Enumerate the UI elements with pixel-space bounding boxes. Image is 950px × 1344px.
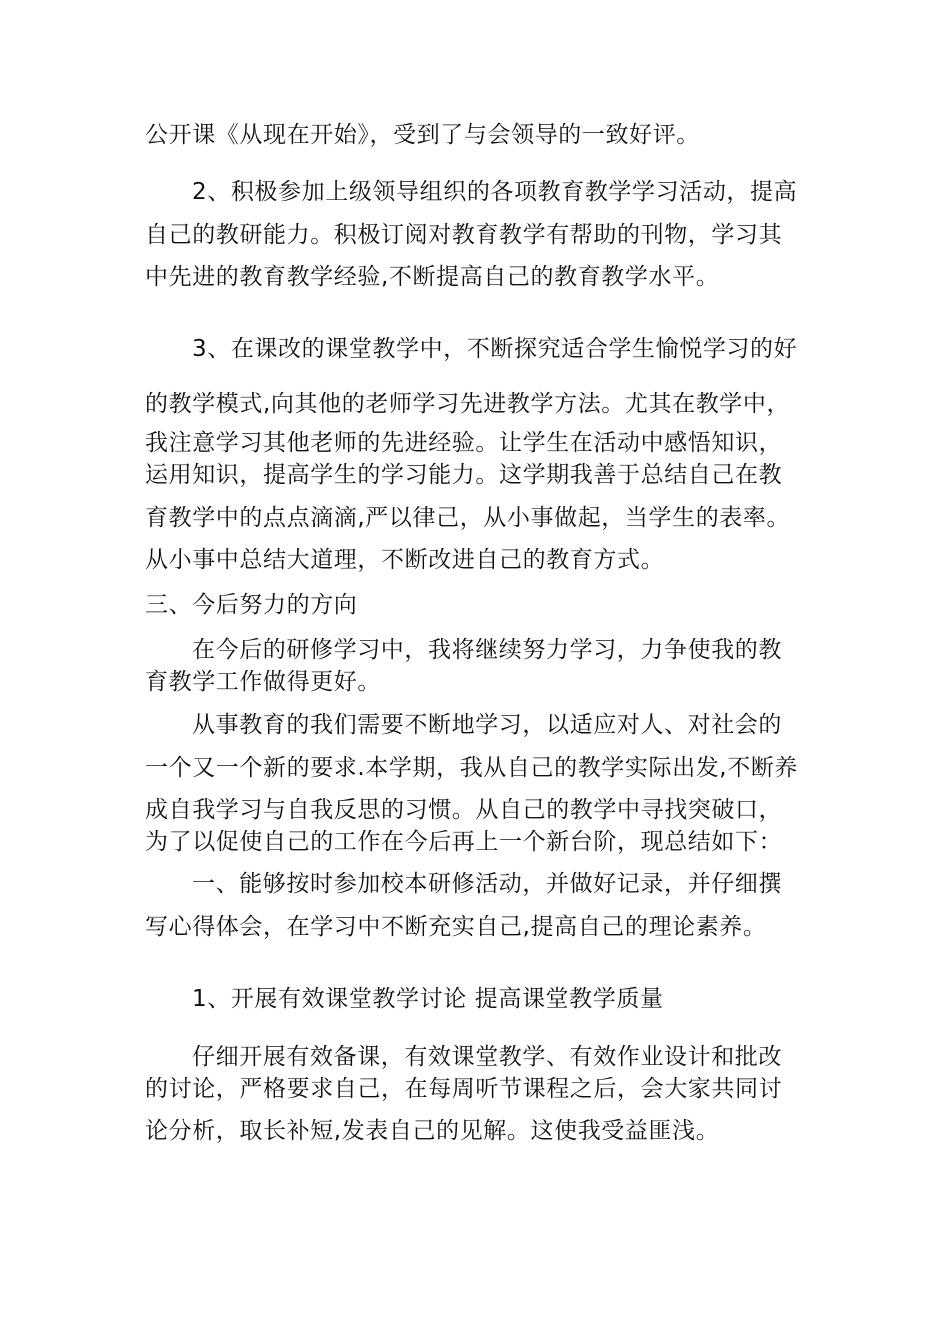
text-line: 论分析，取长补短,发表自己的见解。这使我受益匪浅。 <box>145 1118 720 1144</box>
text-line: 仔细开展有效备课，有效课堂教学、有效作业设计和批改 <box>192 1044 782 1070</box>
text-line: 2、积极参加上级领导组织的各项教育教学学习活动，提高 <box>192 179 798 205</box>
text-line: 在今后的研修学习中，我将继续努力学习，力争使我的教 <box>192 637 782 663</box>
text-line: 育教学中的点点滴滴,严以律己，从小事做起，当学生的表率。 <box>145 505 791 531</box>
text-line: 一个又一个新的要求.本学期，我从自己的教学实际出发,不断养 <box>145 755 799 781</box>
text-line: 的讨论，严格要求自己，在每周听节课程之后，会大家共同讨 <box>145 1076 783 1102</box>
section-heading: 三、今后努力的方向 <box>145 592 358 618</box>
text-line: 自己的教研能力。积极订阅对教育教学有帮助的刊物，学习其 <box>145 222 783 248</box>
text-line: 从事教育的我们需要不断地学习，以适应对人、对社会的 <box>192 712 782 738</box>
text-line: 写心得体会，在学习中不断充实自己,提高自己的理论素养。 <box>145 914 767 940</box>
text-line: 运用知识，提高学生的学习能力。这学期我善于总结自己在教 <box>145 462 783 488</box>
text-line: 成自我学习与自我反思的习惯。从自己的教学中寻找突破口， <box>145 797 783 823</box>
text-line: 中先进的教育教学经验,不断提高自己的教育教学水平。 <box>145 264 720 290</box>
text-line: 3、在课改的课堂教学中，不断探究适合学生愉悦学习的好 <box>192 336 798 362</box>
text-line: 一、能够按时参加校本研修活动，并做好记录，并仔细撰 <box>192 871 782 897</box>
subsection-heading: 1、开展有效课堂教学讨论 提高课堂教学质量 <box>192 986 664 1012</box>
text-line: 的教学模式,向其他的老师学习先进教学方法。尤其在教学中， <box>145 391 791 417</box>
text-line: 为了以促使自己的工作在今后再上一个新台阶，现总结如下： <box>145 829 783 855</box>
text-line: 育教学工作做得更好。 <box>145 669 381 695</box>
text-line: 我注意学习其他老师的先进经验。让学生在活动中感悟知识， <box>145 430 783 456</box>
text-line: 从小事中总结大道理，不断改进自己的教育方式。 <box>145 547 665 573</box>
text-line: 公开课《从现在开始》，受到了与会领导的一致好评。 <box>145 122 700 148</box>
